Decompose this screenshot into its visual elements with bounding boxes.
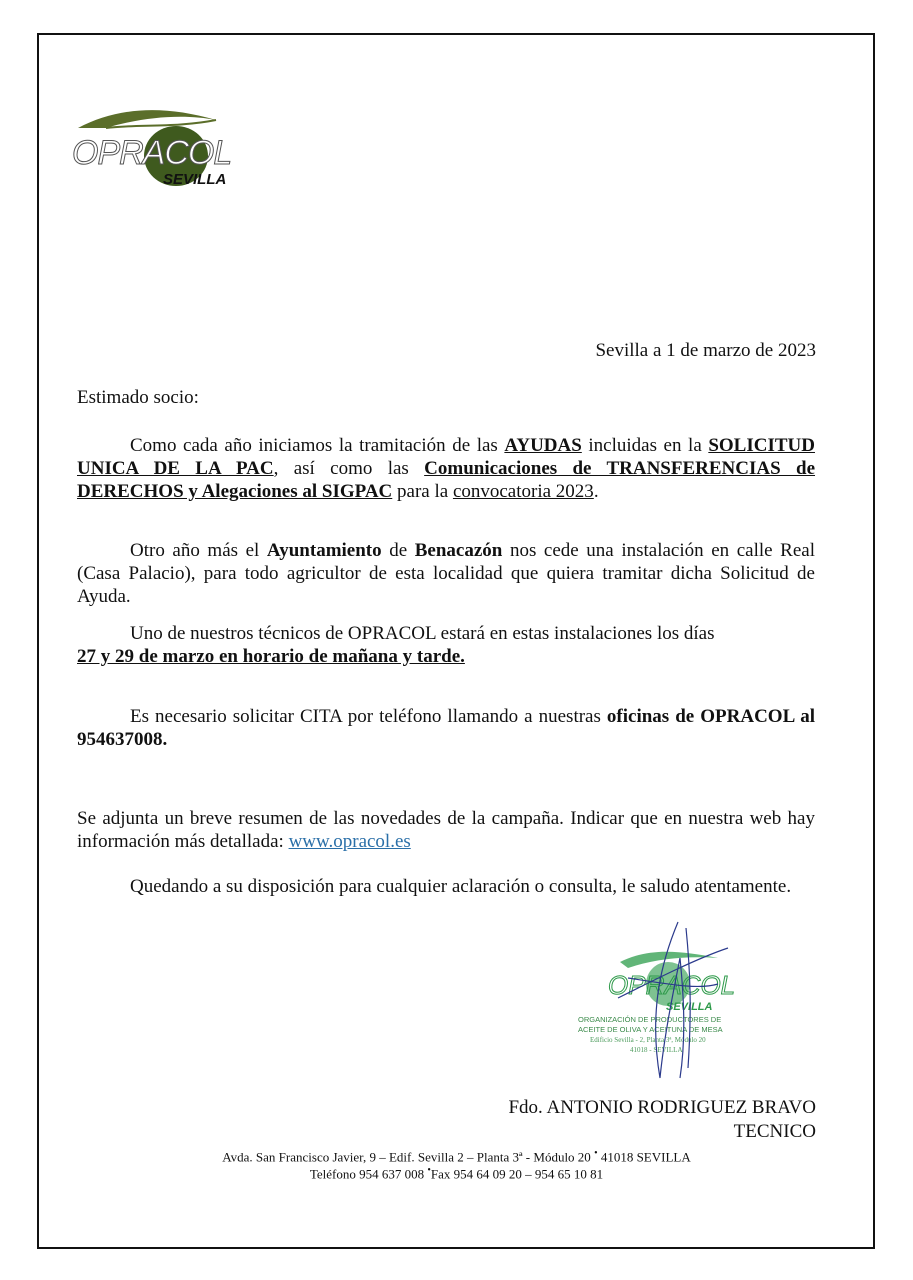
svg-text:Edificio Sevilla - 2, Planta 3: Edificio Sevilla - 2, Planta 3ª, Módulo 20 (590, 1036, 706, 1044)
svg-text:ORGANIZACIÓN DE PRODUCTORES DE: ORGANIZACIÓN DE PRODUCTORES DE (578, 1015, 722, 1024)
paragraph-despedida: Quedando a su disposición para cualquier aclaración o consulta, le saludo atentamente. (130, 876, 792, 897)
letter-date: Sevilla a 1 de marzo de 2023 (595, 340, 816, 361)
svg-text:OPRACOL: OPRACOL (72, 134, 232, 172)
svg-text:ACEITE DE OLIVA Y ACEITUNA DE: ACEITE DE OLIVA Y ACEITUNA DE MESA (578, 1025, 723, 1034)
bullet-icon: • (594, 1148, 598, 1159)
signer-name: Fdo. ANTONIO RODRIGUEZ BRAVO (508, 1097, 816, 1118)
bullet-icon: • (427, 1165, 431, 1176)
svg-text:SEVILLA: SEVILLA (163, 171, 227, 188)
greeting: Estimado socio: (77, 387, 199, 408)
svg-text:SEVILLA: SEVILLA (666, 1001, 713, 1013)
fechas-atencion: 27 y 29 de marzo en horario de mañana y tarde. (77, 646, 465, 667)
paragraph-resumen: Se adjunta un breve resumen de las novedades de la campaña. Indicar que en nuestra web hay información más detallada: www.opracol.es (77, 808, 815, 852)
paragraph-tecnicos: Uno de nuestros técnicos de OPRACOL estará en estas instalaciones los días (130, 623, 715, 644)
svg-text:OPRACOL: OPRACOL (608, 970, 736, 1000)
website-link[interactable]: www.opracol.es (288, 831, 411, 852)
paragraph-ayudas: Como cada año iniciamos la tramitación de las AYUDAS incluidas en la SOLICITUD UNICA DE LA PAC, así como las Comunicaciones de TRANSFERENCIAS de DERECHOS y Alegaciones al SIGPAC para la convocatoria 2023. (77, 435, 816, 502)
company-stamp (568, 918, 768, 1088)
opracol-logo (66, 98, 286, 192)
paragraph-ayuntamiento: Otro año más el Ayuntamiento de Benacazón nos cede una instalación en calle Real (Casa Palacio), para todo agricultor de esta localidad que quiera tramitar dicha Solicitud de Ayuda. (77, 540, 815, 607)
paragraph-cita: Es necesario solicitar CITA por teléfono llamando a nuestras oficinas de OPRACOL al 954637008. (77, 706, 815, 750)
signer-role: TECNICO (733, 1121, 816, 1142)
footer-contact: Teléfono 954 637 008 •Fax 954 64 09 20 – 954 65 10 81 (309, 1165, 604, 1182)
svg-text:41018 - SEVILLA: 41018 - SEVILLA (630, 1046, 683, 1054)
footer-address: Avda. San Francisco Javier, 9 – Edif. Sevilla 2 – Planta 3ª - Módulo 20 • 41018 SEVILLA (222, 1148, 691, 1165)
